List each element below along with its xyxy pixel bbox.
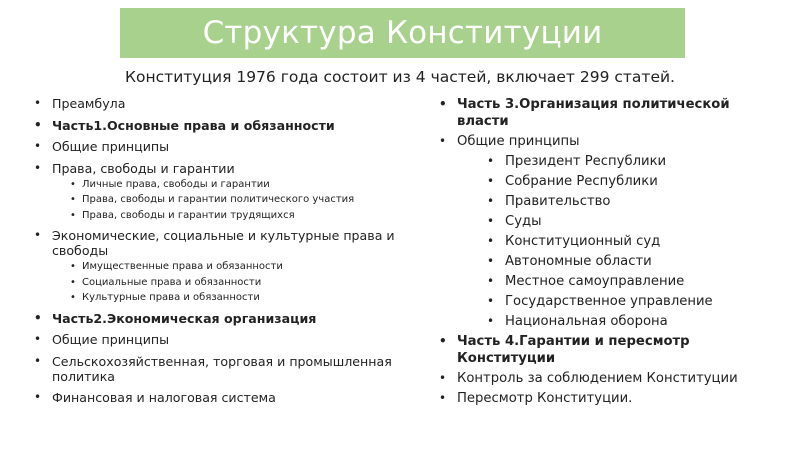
right-bullet-list <box>435 96 775 407</box>
section-heading <box>435 333 775 367</box>
sub-list-item: • Суды <box>457 213 775 230</box>
list-item <box>30 354 410 384</box>
list-item <box>30 139 410 154</box>
list-item <box>435 370 775 387</box>
section-heading <box>435 96 775 130</box>
sub-list-item: • Имущественные права и обязанности <box>52 261 410 273</box>
list-item <box>435 390 775 407</box>
page-title: Структура Конституции <box>202 15 603 51</box>
list-item-text: Экономические, социальные и культурные права и свободы <box>52 228 395 259</box>
list-item-text: Пересмотр Конституции. <box>457 391 633 406</box>
list-item-text: Часть2.Экономическая организация <box>52 310 317 326</box>
left-column <box>30 96 410 412</box>
list-item-text: Часть 3.Организация политической власти <box>457 97 730 129</box>
title-bar <box>120 8 685 58</box>
sub-list-item: • Права, свободы и гарантии политического участия <box>52 194 410 206</box>
section-heading <box>30 118 410 133</box>
sub-list <box>52 261 410 304</box>
sub-list-item: • Местное самоуправление <box>457 273 775 290</box>
list-item-text: Контроль за соблюдением Конституции <box>457 371 738 386</box>
sub-list-item: • Президент Республики <box>457 153 775 170</box>
list-item <box>30 390 410 405</box>
list-item-text: Общие принципы <box>457 134 580 149</box>
sub-list <box>457 153 775 330</box>
sub-list-item: • Личные права, свободы и гарантии <box>52 179 410 191</box>
list-item-text: Права, свободы и гарантии <box>52 160 235 176</box>
left-bullet-list <box>30 96 410 405</box>
sub-list-item: • Конституционный суд <box>457 233 775 250</box>
list-item-text: Финансовая и налоговая система <box>52 390 276 406</box>
section-heading <box>30 311 410 326</box>
list-item-text: Общие принципы <box>52 139 170 154</box>
sub-list-item: • Правительство <box>457 193 775 210</box>
right-column <box>435 96 775 410</box>
subtitle: Конституция 1976 года состоит из 4 частей, включает 299 статей. <box>125 68 675 86</box>
sub-list-item: • Собрание Республики <box>457 173 775 190</box>
sub-list-item: • Культурные права и обязанности <box>52 292 410 304</box>
list-item-text: Общие принципы <box>52 332 170 348</box>
sub-list-item: • Права, свободы и гарантии трудящихся <box>52 210 410 222</box>
sub-list-item: • Социальные права и обязанности <box>52 277 410 289</box>
list-item-text: Преамбула <box>52 96 126 111</box>
list-item-text: Часть1.Основные права и обязанности <box>52 117 335 133</box>
sub-list <box>52 179 410 222</box>
sub-list-item: • Автономные области <box>457 253 775 270</box>
list-item <box>30 228 410 304</box>
list-item <box>435 133 775 330</box>
list-item-text: Часть 4.Гарантии и пересмотр Конституции <box>457 334 690 366</box>
list-item <box>30 161 410 222</box>
list-item <box>30 332 410 347</box>
list-item <box>30 96 410 111</box>
list-item-text: Сельскохозяйственная, торговая и промышленная политика <box>52 353 392 384</box>
sub-list-item: • Национальная оборона <box>457 313 775 330</box>
sub-list-item: • Государственное управление <box>457 293 775 310</box>
